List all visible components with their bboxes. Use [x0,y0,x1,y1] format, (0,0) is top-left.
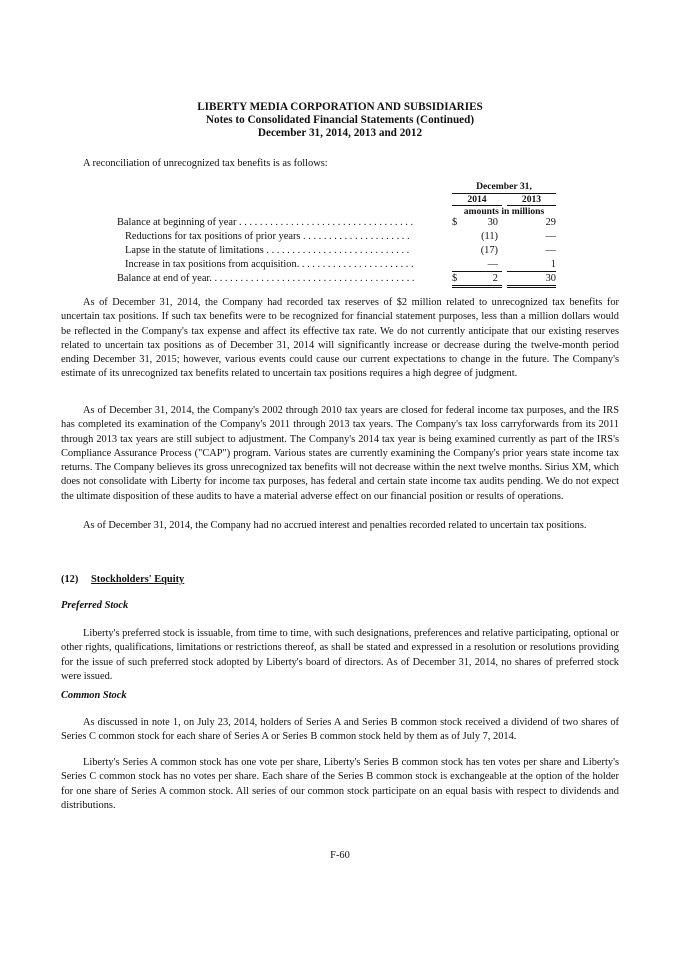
tax-years-paragraph: As of December 31, 2014, the Company's 2002 through 2010 tax years are closed for federal income tax purposes, and the IRS has completed its examination of the Company's 2011 through 2013 tax years. The Company's tax loss carryforwards from its 2011 through 2013 tax years are still subject to adjustment. The Company's 2014 tax year is being examined currently as part of the IRS's Compliance Assurance Process ("CAP") program. Various states are currently examining the Company's prior years state income tax returns. The Company believes its gross unrecognized tax benefits will not decrease within the next twelve months. Sirius XM, which does not consolidate with Liberty for income tax purposes, has federal and certain state income tax audits pending. We do not expect the ultimate disposition of these audits to have a material adverse effect on our financial position or results of operations. [61,405,619,502]
row-value-2013: 29 [545,217,556,228]
section-title: Stockholders' Equity [91,574,185,585]
section-heading [61,574,184,585]
table-period-header: December 31, [452,181,556,194]
row-value-2013: — [545,245,556,256]
row-value-2014: (17) [480,245,498,256]
total-rule-2013 [507,285,556,288]
row-dollar: $ [452,273,458,284]
row-value-2014: (11) [481,231,498,242]
common-stock-dividend-paragraph: As discussed in note 1, on July 23, 2014, holders of Series A and Series B common stock received a dividend of two shares of Series C common stock for each share of Series A or Series B common stock held by them as of July 7, 2014. [61,717,619,743]
total-rule-2014 [452,285,502,288]
row-value-2014: — [487,259,498,270]
row-label: Balance at beginning of year . . . . . . . . . . . . . . . . . . . . . . . . . . . . . . . . . . [117,217,414,228]
table-row [117,230,557,244]
row-value-2013: 30 [545,273,556,284]
table-row [117,216,557,230]
row-label: Reductions for tax positions of prior years . . . . . . . . . . . . . . . . . . . . . [125,231,410,242]
table-units: amounts in millions [463,206,545,217]
preferred-stock-paragraph: Liberty's preferred stock is issuable, from time to time, with such designations, preferences and relative participating, optional or other rights, qualifications, limitations or restrictions thereof, as shall be stated and expressed in a resolution or resolutions providing for the issue of such preferred stock adopted by Liberty's board of directors. As of December 31, 2014, no shares of preferred stock were issued. [61,628,619,682]
row-value-2014: 2 [492,273,498,284]
table-row [117,244,557,258]
tax-reserves-paragraph: As of December 31, 2014, the Company had recorded tax reserves of $2 million related to unrecognized tax benefits for uncertain tax positions. If such tax benefits were to be recognized for financial statement purposes, less than a million dollars would be reflected in the Company's tax expense and affect its effective tax rate. We do not currently anticipate that our existing reserves related to uncertain tax positions as of December 31, 2014 will significantly increase or decrease during the twelve-month period ending December 31, 2015; however, various events could cause our current expectations to change in the future. The Company's estimate of its unrecognized tax benefits related to uncertain tax positions requires a high degree of judgment. [61,297,619,380]
row-value-2013: 1 [550,259,556,270]
document-subtitle: Notes to Consolidated Financial Statements (Continued) [205,114,475,126]
row-value-2013: — [545,231,556,242]
row-label: Increase in tax positions from acquisition. . . . . . . . . . . . . . . . . . . . . . . [125,259,414,270]
section-number: (12) [61,574,79,585]
common-stock-voting-paragraph: Liberty's Series A common stock has one vote per share, Liberty's Series B common stock has ten votes per share and Liberty's Series C common stock has no votes per share. Each share of the Series B common stock is exchangeable at the option of the holder for one share of Series A common stock. All series of our common stock participate on an equal basis with respect to dividends and distributions. [61,757,619,811]
document-dates: December 31, 2014, 2013 and 2012 [257,127,423,139]
row-dollar: $ [452,217,458,228]
common-stock-heading: Common Stock [61,690,127,701]
table-col-2014: 2014 [452,194,502,206]
preferred-stock-heading: Preferred Stock [61,600,129,611]
row-value-2014: 30 [487,217,498,228]
table-row [117,258,557,272]
reconciliation-intro: A reconciliation of unrecognized tax benefits is as follows: [83,158,328,169]
page-number: F-60 [330,850,350,861]
interest-penalties-paragraph: As of December 31, 2014, the Company had no accrued interest and penalties recorded related to uncertain tax positions. [83,520,587,531]
company-name: LIBERTY MEDIA CORPORATION AND SUBSIDIARIES [197,101,483,113]
row-label: Lapse in the statute of limitations . . . . . . . . . . . . . . . . . . . . . . . . . . . . [125,245,410,256]
row-label: Balance at end of year. . . . . . . . . . . . . . . . . . . . . . . . . . . . . . . . . . . . . . . . [117,273,415,284]
table-row [117,272,557,286]
table-col-2013: 2013 [507,194,556,206]
